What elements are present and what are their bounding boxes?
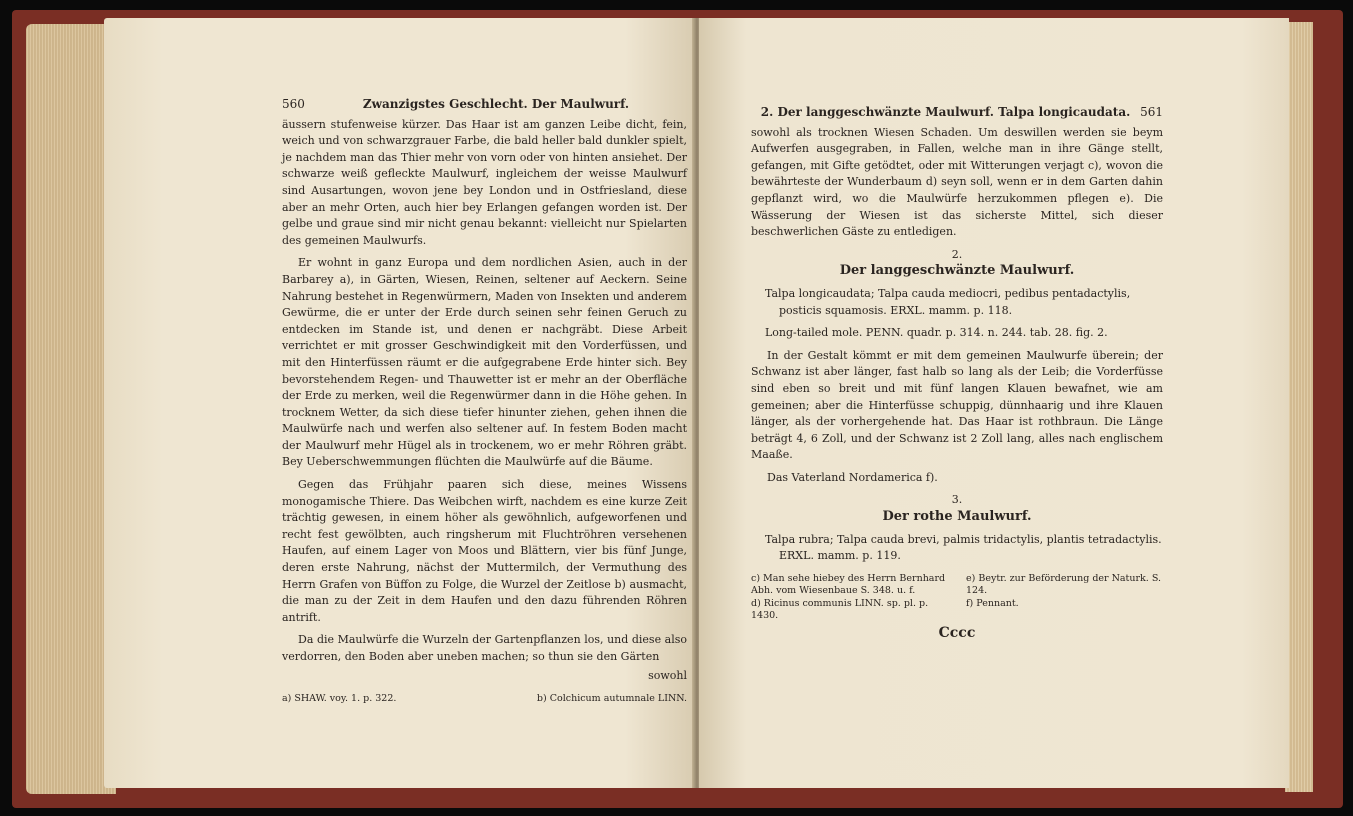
running-title: Zwanzigstes Geschlecht. Der Maulwurf. [362, 97, 630, 111]
footnotes [282, 692, 687, 705]
left-page [104, 18, 696, 788]
section-title: Der langgeschwänzte Maulwurf. [839, 263, 1075, 279]
right-page-header [751, 104, 1163, 121]
paragraph: Er wohnt in ganz Europa und dem nordlichen Asien, auch in der Barbarey a), in Gärten, Wiesen, Reinen, seltener auf Aeckern. Seine Nahrung bestehet in Regenwürmern, Maden von Insekten und anderem Gewürme, die er unter der Erde durch seinen sehr feinen Geruch zu entdecken im Stande ist, und denen er nachgräbt. Diese Arbeit verrichtet er mit grosser Geschwindigkeit mit den Vorderfüssen, und mit den Hinterfüssen räumt er die aufgegrabene Erde hinter sich. Bey bevorstehendem Regen- und Thauwetter ist er mehr an der Oberfläche der Erde zu merken, weil die Regenwürmer dann in die Höhe gehen. In trocknem Wetter, da sich diese tiefer hinunter ziehen, gehen ihnen die Maulwürfe nach und werfen also seltener auf. In festem Boden macht der Maulwurf mehr Hügel als in trockenem, wo er mehr Röhren gräbt. Bey Ueberschwemmungen flüchten die Maulwürfe auf die Bäume. [282, 256, 687, 469]
left-page-header [282, 96, 687, 113]
footnote: a) SHAW. voy. 1. p. 322. [282, 693, 397, 705]
right-page [699, 18, 1289, 788]
right-page-text [751, 104, 1163, 641]
footnotes [751, 573, 1163, 623]
english-reference: Long-tailed mole. PENN. quadr. p. 314. n. 244. tab. 28. fig. 2. [765, 326, 1108, 340]
footnote: c) Man sehe hiebey des Herrn Bernhard Abh. vom Wiesenbaue S. 348. u. f. [751, 572, 946, 597]
section-number: 2. [951, 247, 963, 261]
section-number: 3. [951, 493, 963, 507]
page-number: 560 [282, 97, 305, 111]
footnote: b) Colchicum autumnale LINN. [536, 693, 687, 705]
paragraph: In der Gestalt kömmt er mit dem gemeinen Maulwurfe überein; der Schwanz ist aber länger, fast halb so lang als der Leib; die Vorderfüsse sind eben so breit und mit fünf langen Klauen bewafnet, wie am gemeinen; aber die Hinterfüsse schuppig, dünnhaarig und ihre Klauen länger, als der vorhergehende hat. Das Haar ist rothbraun. Die Länge beträgt 4, 6 Zoll, und der Schwanz ist 2 Zoll lang, alles nach englischem Maaße. [751, 348, 1163, 462]
paragraph: sowohl als trocknen Wiesen Schaden. Um deswillen werden sie beym Aufwerfen ausgegraben, in Fallen, welche man in ihre Gänge stellt, gefangen, mit Gifte getödtet, oder mit Witterungen verjagt c), wovon die bewährteste der Wunderbaum d) seyn soll, wenn er in dem Garten dahin gepflanzt wird, wo die Maulwürfe herzukommen pflegen e). Die Wässerung der Wiesen ist das sicherste Mittel, sich dieser beschwerlichen Gäste zu entledigen. [751, 125, 1163, 239]
page-number: 561 [1140, 105, 1163, 119]
latin-description: Talpa rubra; Talpa cauda brevi, palmis tridactylis, plantis tetradactylis. ERXL. mamm. p. 119. [765, 532, 1162, 563]
running-title: 2. Der langgeschwänzte Maulwurf. Talpa longicaudata. [760, 105, 1131, 119]
paragraph: Da die Maulwürfe die Wurzeln der Gartenpflanzen los, und diese also verdorren, den Boden aber uneben machen; so thun sie den Gärten [282, 633, 687, 663]
fatherland-line: Das Vaterland Nordamerica f). [767, 470, 938, 484]
footnote: d) Ricinus communis LINN. sp. pl. p. 1430. [751, 597, 929, 622]
left-page-text [282, 96, 687, 705]
catchword: sowohl [648, 668, 687, 682]
footnote: e) Beytr. zur Beförderung der Naturk. S. 124. [966, 572, 1162, 597]
page-edges-right [1285, 22, 1313, 792]
page-edges-left [26, 24, 116, 794]
paragraph: äussern stufenweise kürzer. Das Haar ist am ganzen Leibe dicht, fein, weich und von schwarzgrauer Farbe, die bald heller bald dunkler spielt, je nachdem man das Thier mehr von vorn oder von hinten ansiehet. Der schwarze weiß gefleckte Maulwurf, ingleichem der weisse Maulwurf sind Ausartungen, wovon jene bey London und in Ostfriesland, diese aber an mehr Orten, auch hier bey Erlangen gefangen worden ist. Der gelbe und graue sind mir nicht genau bekannt: vielleicht nur Spielarten des gemeinen Maulwurfs. [282, 117, 687, 247]
signature-mark: Cccc [938, 624, 976, 641]
footnote: f) Pennant. [966, 597, 1019, 609]
section-title: Der rothe Maulwurf. [882, 509, 1032, 525]
latin-description: Talpa longicaudata; Talpa cauda mediocri, pedibus pentadactylis, posticis squamosis. ERXL. mamm. p. 118. [765, 286, 1131, 317]
paragraph: Gegen das Frühjahr paaren sich diese, meines Wissens monogamische Thiere. Das Weibchen wirft, nachdem es eine kurze Zeit trächtig gewesen, in einem höher als gewöhnlich, aufgeworfenen und recht fest gewölbten, auch ringsherum mit Fluchtröhren versehenen Haufen, auf einem Lager von Moos und Blättern, vier bis fünf Junge, deren erste Nahrung, nächst der Muttermilch, der Vermuthung des Herrn Grafen von Büffon zu Folge, die Wurzel der Zeitlose b) ausmacht, die man zu der Zeit in dem Haufen und den dazu führenden Röhren antrift. [282, 478, 687, 624]
